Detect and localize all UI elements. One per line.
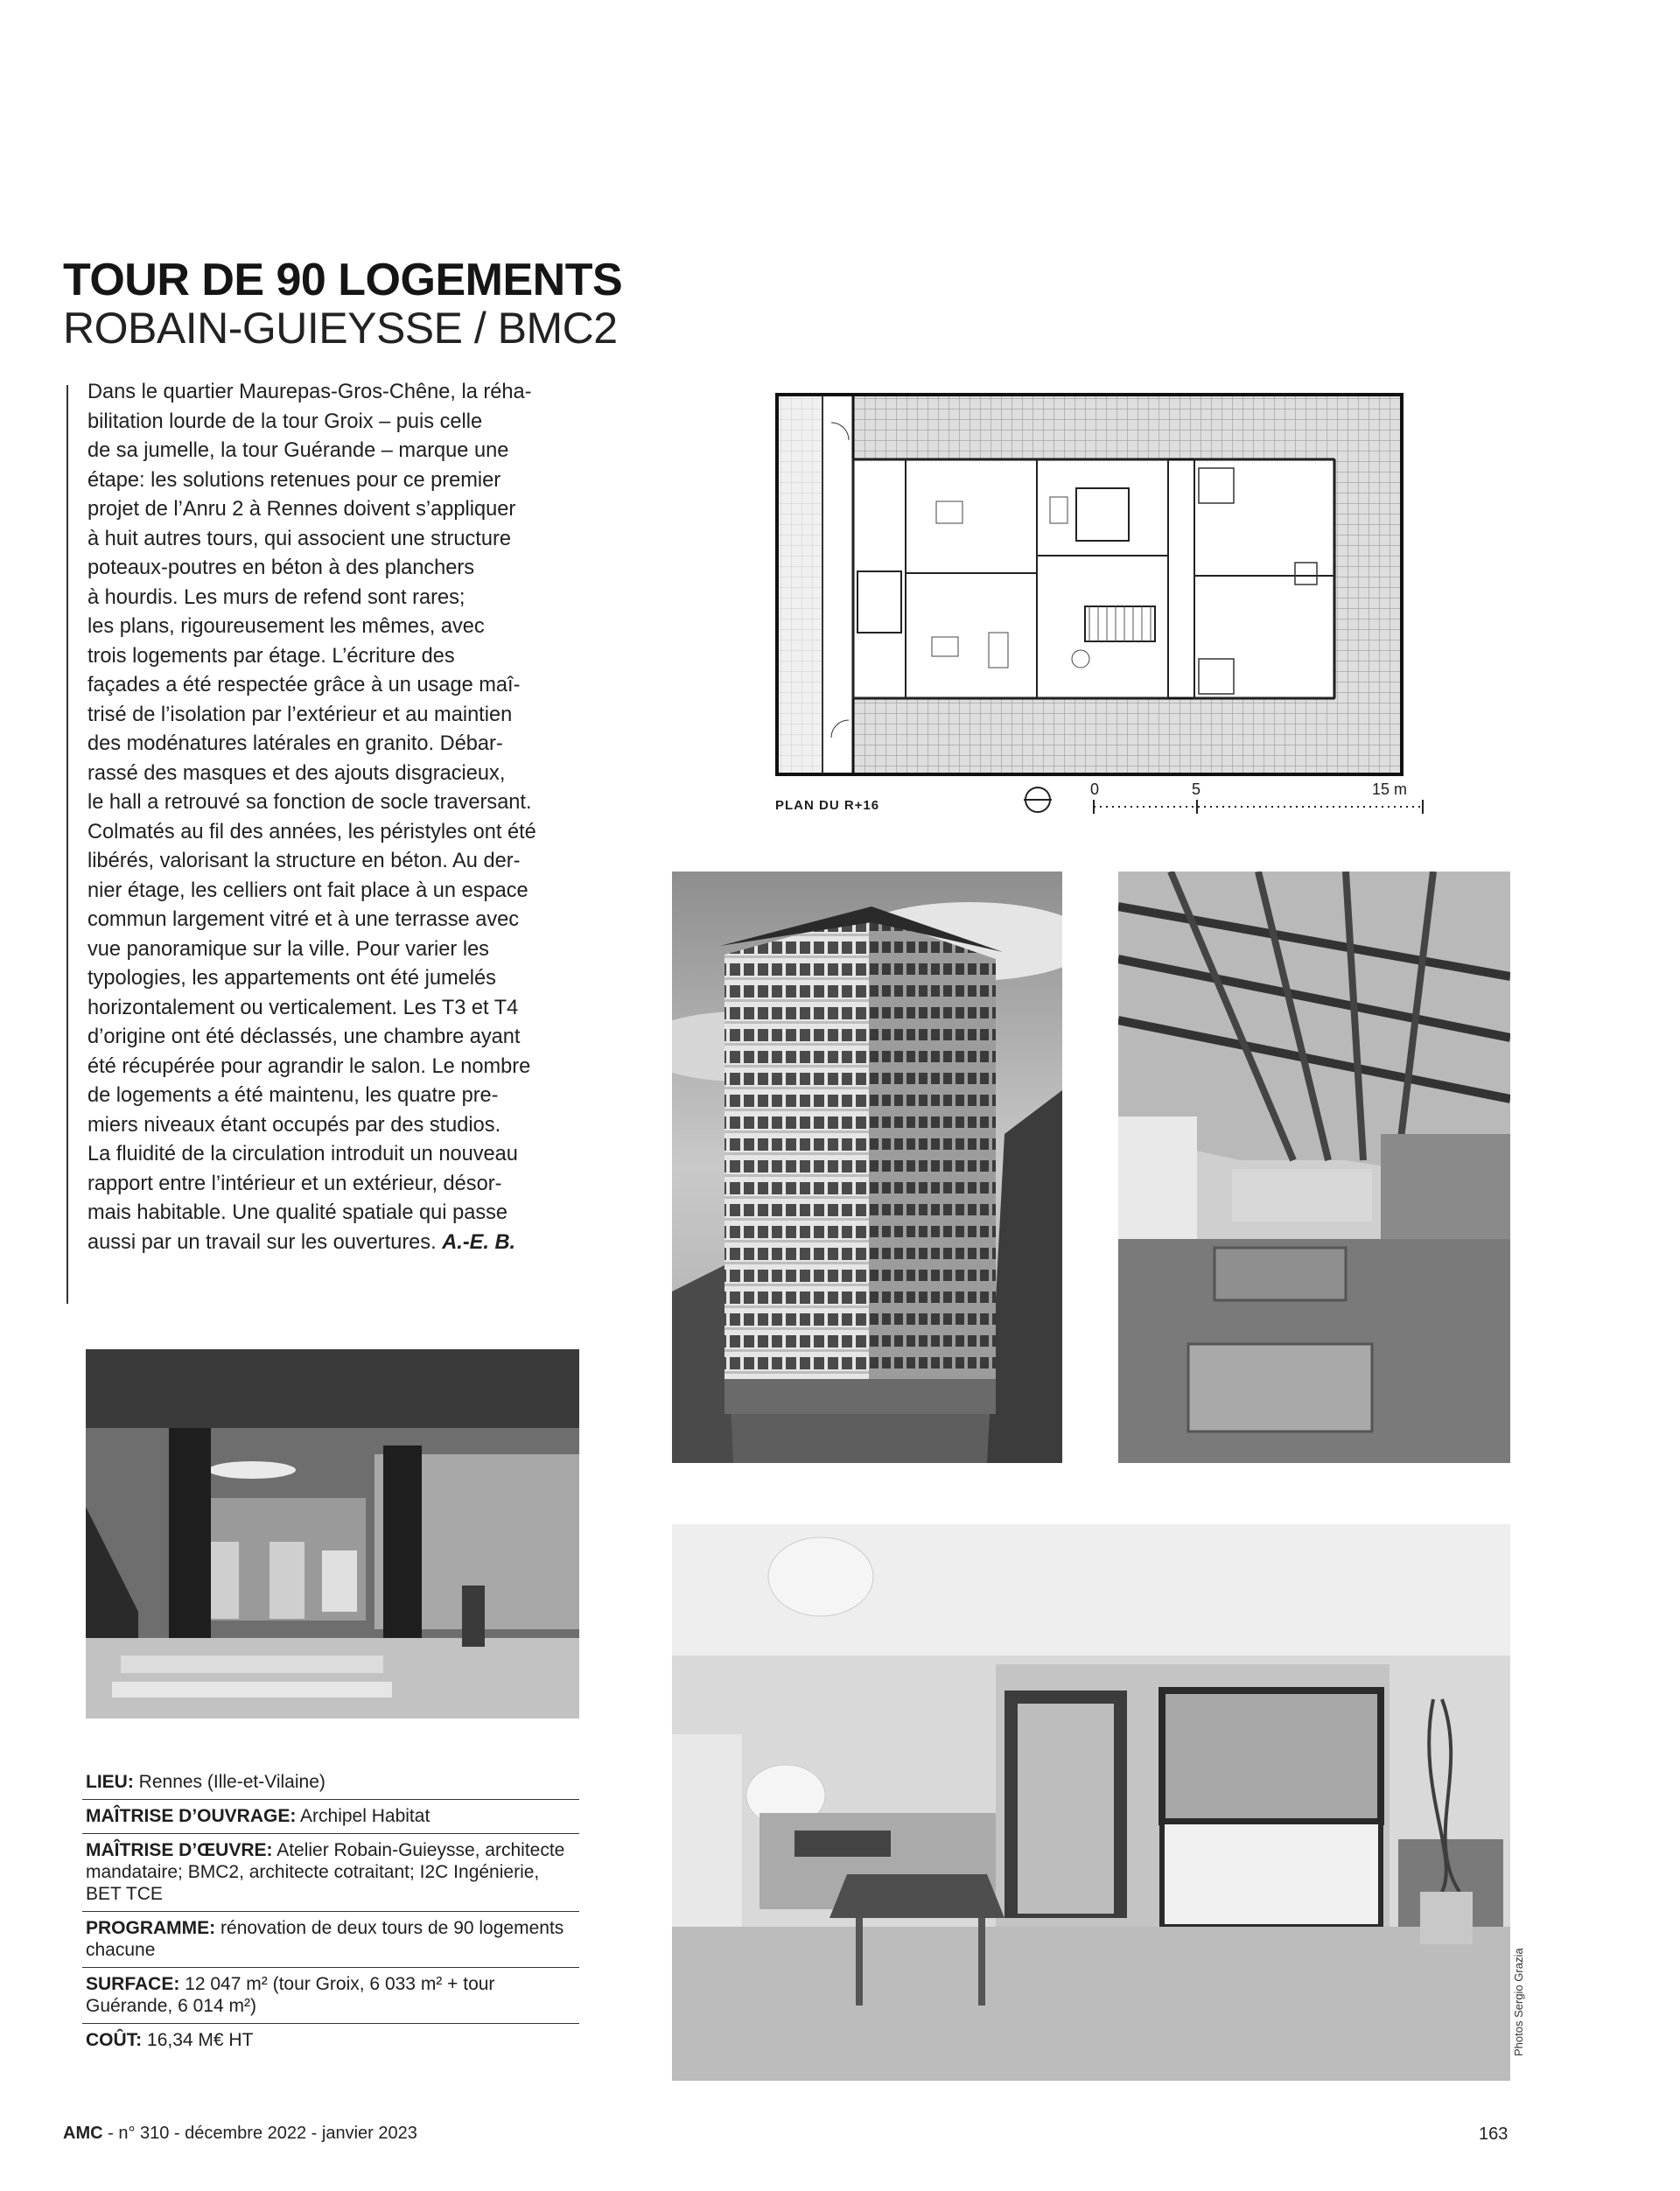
fact-row <box>82 2024 579 2057</box>
page-footer <box>63 2124 417 2144</box>
author-initials: A.-E. B. <box>442 1230 516 1254</box>
body-line: projet de l’Anru 2 à Rennes doivent s’appliquer <box>88 498 516 521</box>
fact-row <box>82 1800 579 1834</box>
apartment-interior-photo <box>672 1524 1510 2081</box>
scale-bar <box>1022 780 1424 819</box>
fact-value: 16,34 M€ HT <box>147 2030 254 2050</box>
body-line: horizontalement ou verticalement. Les T3 et T4 <box>88 996 519 1019</box>
body-line: des modénatures latérales en granito. Débar- <box>88 732 503 755</box>
body-last-line: aussi par un travail sur les ouvertures. <box>88 1230 437 1254</box>
body-line: rassé des masques et des ajouts disgracieux, <box>88 761 506 785</box>
scale-tick-5: 5 <box>1192 780 1201 798</box>
fact-key: COÛT: <box>86 2030 143 2050</box>
fact-value: Rennes (Ille-et-Vilaine) <box>138 1772 326 1792</box>
body-line: commun largement vitré et à une terrasse avec <box>88 908 520 931</box>
body-line: été récupérée pour agrandir le salon. Le nombre <box>88 1054 531 1078</box>
body-line: d’origine ont été déclassés, une chambre ayant <box>88 1026 521 1048</box>
body-line: typologies, les appartements ont été jumelés <box>88 967 496 990</box>
fact-row <box>82 1912 579 1968</box>
body-line: les plans, rigoureusement les mêmes, avec <box>88 615 485 638</box>
tower-exterior-photo <box>672 872 1062 1463</box>
body-line: vue panoramique sur la ville. Pour varier les <box>88 937 489 961</box>
article-title <box>63 256 622 352</box>
title-main: TOUR DE 90 LOGEMENTS <box>63 255 623 305</box>
fact-row <box>82 1968 579 2024</box>
fact-sheet <box>82 1766 579 2057</box>
body-line: trisé de l’isolation par l’extérieur et au maintien <box>88 703 513 726</box>
rooftop-terrace-photo <box>1118 872 1510 1463</box>
scale-tick-0: 0 <box>1090 780 1100 798</box>
fact-value: Atelier Robain-Guieysse, architecte mandataire; BMC2, architecte cotraitant; I2C Ingénierie, BET TCE <box>86 1840 565 1904</box>
body-line: Colmatés au fil des années, les péristyles ont été <box>88 820 536 844</box>
body-line: de sa jumelle, la tour Guérande – marque une <box>88 439 509 462</box>
body-line: La fluidité de la circulation introduit un nouveau <box>88 1143 518 1166</box>
body-line: le hall a retrouvé sa fonction de socle traversant. <box>88 791 532 814</box>
body-line: poteaux-poutres en béton à des planchers <box>88 556 475 579</box>
floor-plan <box>770 388 1409 781</box>
body-line: mais habitable. Une qualité spatiale qui passe <box>88 1201 508 1224</box>
body-line: trois logements par étage. L’écriture des <box>88 644 455 668</box>
page-number: 163 <box>1479 2124 1508 2144</box>
plan-label: PLAN DU R+16 <box>775 798 880 813</box>
body-line: libérés, valorisant la structure en béton. Au der- <box>88 850 521 872</box>
fact-key: SURFACE: <box>86 1974 180 1994</box>
fact-value: Archipel Habitat <box>300 1806 430 1826</box>
fact-row <box>82 1766 579 1800</box>
margin-rule <box>66 385 68 1304</box>
fact-key: LIEU: <box>86 1772 134 1792</box>
body-line: à huit autres tours, qui associent une structure <box>88 527 511 550</box>
photo-credit: Photos Sergio Grazia <box>1512 1948 1525 2056</box>
body-line: à hourdis. Les murs de refend sont rares; <box>88 585 466 609</box>
body-line: bilitation lourde de la tour Groix – puis celle <box>88 410 483 433</box>
title-sub: ROBAIN-GUIEYSSE / BMC2 <box>63 304 618 353</box>
body-line: miers niveaux étant occupés par des studios. <box>88 1113 501 1137</box>
body-line: nier étage, les celliers ont fait place à un espace <box>88 878 528 902</box>
lobby-hall-photo <box>86 1349 579 1718</box>
article-body <box>88 378 578 1257</box>
fact-key: MAÎTRISE D’ŒUVRE: <box>86 1840 273 1860</box>
fact-key: PROGRAMME: <box>86 1918 216 1938</box>
scale-tick-15: 15 m <box>1372 780 1408 798</box>
body-line: rapport entre l’intérieur et un extérieur, désor- <box>88 1172 502 1195</box>
body-line: de logements a été maintenu, les quatre pre- <box>88 1084 499 1107</box>
body-line <box>88 1228 578 1258</box>
fact-value: rénovation de deux tours de 90 logements chacune <box>86 1918 564 1960</box>
magazine-brand: AMC <box>63 2124 103 2143</box>
body-line: façades a été respectée grâce à un usage maî- <box>88 674 521 696</box>
fact-row <box>82 1834 579 1912</box>
fact-key: MAÎTRISE D’OUVRAGE: <box>86 1806 297 1826</box>
fact-value: 12 047 m² (tour Groix, 6 033 m² + tour Guérande, 6 014 m²) <box>86 1974 495 2016</box>
body-line: Dans le quartier Maurepas-Gros-Chêne, la réha- <box>88 381 532 403</box>
issue-info: - n° 310 - décembre 2022 - janvier 2023 <box>102 2124 417 2143</box>
body-line: étape: les solutions retenues pour ce premier <box>88 468 501 492</box>
